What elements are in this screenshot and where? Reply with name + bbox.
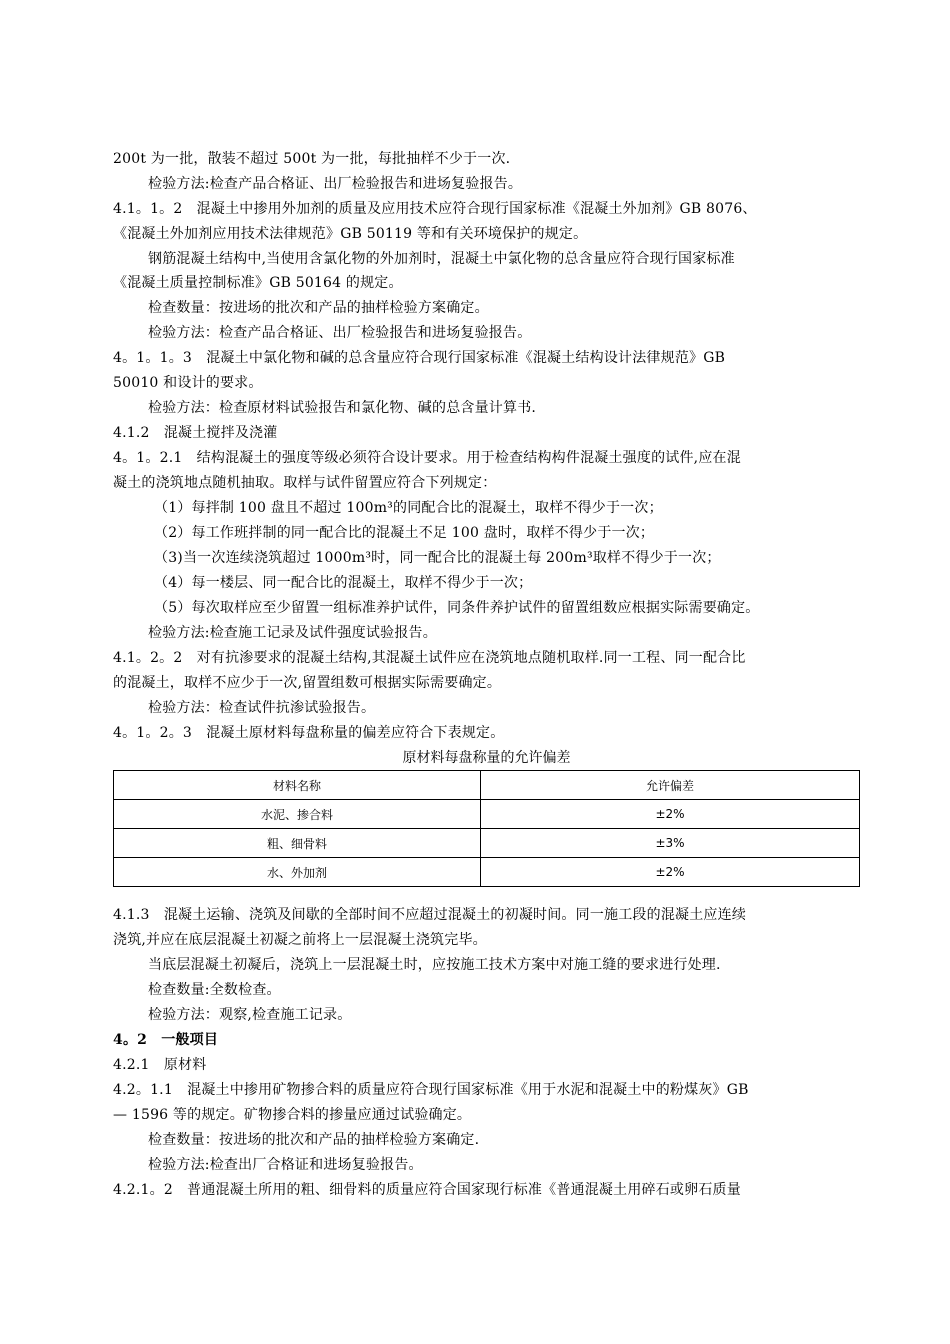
text-line: 检验方法:检查施工记录及试件强度试验报告。 bbox=[148, 625, 437, 641]
clause-heading: 4。1。2。3 混凝土原材料每盘称量的偏差应符合下表规定。 bbox=[113, 725, 505, 741]
table-cell: ±2% bbox=[481, 858, 860, 887]
text-line: 检验方法：检查试件抗渗试验报告。 bbox=[148, 700, 376, 716]
table-header-row bbox=[114, 771, 860, 800]
text-line: 检查数量：按进场的批次和产品的抽样检验方案确定。 bbox=[148, 300, 489, 316]
text-line: 浇筑,并应在底层混凝土初凝之前将上一层混凝土浇筑完毕。 bbox=[113, 932, 487, 948]
text-line: 检验方法：观察,检查施工记录。 bbox=[148, 1007, 352, 1023]
text-line: 检验方法：检查产品合格证、出厂检验报告和进场复验报告。 bbox=[148, 325, 532, 341]
table-header-cell: 材料名称 bbox=[114, 771, 481, 800]
table-cell: 粗、细骨料 bbox=[114, 829, 481, 858]
list-item: （1）每拌制 100 盘且不超过 100m³的同配合比的混凝土，取样不得少于一次； bbox=[154, 500, 663, 516]
text-line: 凝土的浇筑地点随机抽取。取样与试件留置应符合下列规定： bbox=[113, 475, 497, 491]
section-heading: 4.1.2 混凝土搅拌及浇灌 bbox=[113, 425, 278, 441]
clause-heading: 4。1。1。3 混凝土中氯化物和碱的总含量应符合现行国家标准《混凝土结构设计法律规范》GB bbox=[113, 350, 726, 366]
section-heading: 4.2.1 原材料 bbox=[113, 1057, 207, 1073]
text-line: — 1596 等的规定。矿物掺合料的掺量应通过试验确定。 bbox=[113, 1107, 472, 1123]
clause-heading: 4.1。1。2 混凝土中掺用外加剂的质量及应用技术应符合现行国家标准《混凝土外加剂》GB 8076、 bbox=[113, 201, 757, 217]
list-item: （4）每一楼层、同一配合比的混凝土，取样不得少于一次； bbox=[154, 575, 533, 591]
list-item: （5）每次取样应至少留置一组标准养护试件，同条件养护试件的留置组数应根据实际需要确定。 bbox=[154, 600, 760, 616]
table-row bbox=[114, 829, 860, 858]
text-line: 《混凝土外加剂应用技术法律规范》GB 50119 等和有关环境保护的规定。 bbox=[113, 226, 588, 242]
text-line: 检验方法:检查产品合格证、出厂检验报告和进场复验报告。 bbox=[148, 176, 523, 192]
table-cell: 水泥、掺合料 bbox=[114, 800, 481, 829]
list-item: （3)当一次连续浇筑超过 1000m³时，同一配合比的混凝土每 200m³取样不得少于一次； bbox=[154, 550, 721, 566]
text-line: 的混凝土，取样不应少于一次,留置组数可根据实际需要确定。 bbox=[113, 675, 502, 691]
table-cell: 水、外加剂 bbox=[114, 858, 481, 887]
text-line: 当底层混凝土初凝后，浇筑上一层混凝土时，应按施工技术方案中对施工缝的要求进行处理. bbox=[148, 957, 721, 973]
table-row bbox=[114, 858, 860, 887]
tolerance-table bbox=[113, 770, 860, 887]
table-cell: ±2% bbox=[481, 800, 860, 829]
text-line: 检验方法：检查原材料试验报告和氯化物、碱的总含量计算书. bbox=[148, 400, 537, 416]
clause-heading: 4。1。2.1 结构混凝土的强度等级必须符合设计要求。用于检查结构构件混凝土强度的试件,应在混 bbox=[113, 450, 741, 466]
clause-heading: 4.2.1。2 普通混凝土所用的粗、细骨料的质量应符合国家现行标准《普通混凝土用碎石或卵石质量 bbox=[113, 1182, 741, 1198]
table-cell: ±3% bbox=[481, 829, 860, 858]
table-row bbox=[114, 800, 860, 829]
list-item: （2）每工作班拌制的同一配合比的混凝土不足 100 盘时，取样不得少于一次； bbox=[154, 525, 655, 541]
clause-heading: 4.1。2。2 对有抗渗要求的混凝土结构,其混凝土试件应在浇筑地点随机取样.同一工程、同一配合比 bbox=[113, 650, 746, 666]
text-line: 检验方法:检查出厂合格证和进场复验报告。 bbox=[148, 1157, 423, 1173]
clause-heading: 4.1.3 混凝土运输、浇筑及间歇的全部时间不应超过混凝土的初凝时间。同一施工段的混凝土应连续 bbox=[113, 907, 747, 923]
text-line: 《混凝土质量控制标准》GB 50164 的规定。 bbox=[113, 275, 403, 291]
text-line: 钢筋混凝土结构中,当使用含氯化物的外加剂时，混凝土中氯化物的总含量应符合现行国家标准 bbox=[148, 251, 735, 267]
text-line: 200t 为一批，散装不超过 500t 为一批，每批抽样不少于一次. bbox=[113, 151, 511, 167]
text-line: 50010 和设计的要求。 bbox=[113, 375, 263, 391]
text-line: 检查数量:全数检查。 bbox=[148, 982, 281, 998]
text-line: 检查数量：按进场的批次和产品的抽样检验方案确定. bbox=[148, 1132, 480, 1148]
table-header-cell: 允许偏差 bbox=[481, 771, 860, 800]
clause-heading: 4.2。1.1 混凝土中掺用矿物掺合料的质量应符合现行国家标准《用于水泥和混凝土中的粉煤灰》GB bbox=[113, 1082, 749, 1098]
table-caption: 原材料每盘称量的允许偏差 bbox=[402, 750, 571, 766]
section-heading: 4。2 一般项目 bbox=[113, 1032, 219, 1048]
